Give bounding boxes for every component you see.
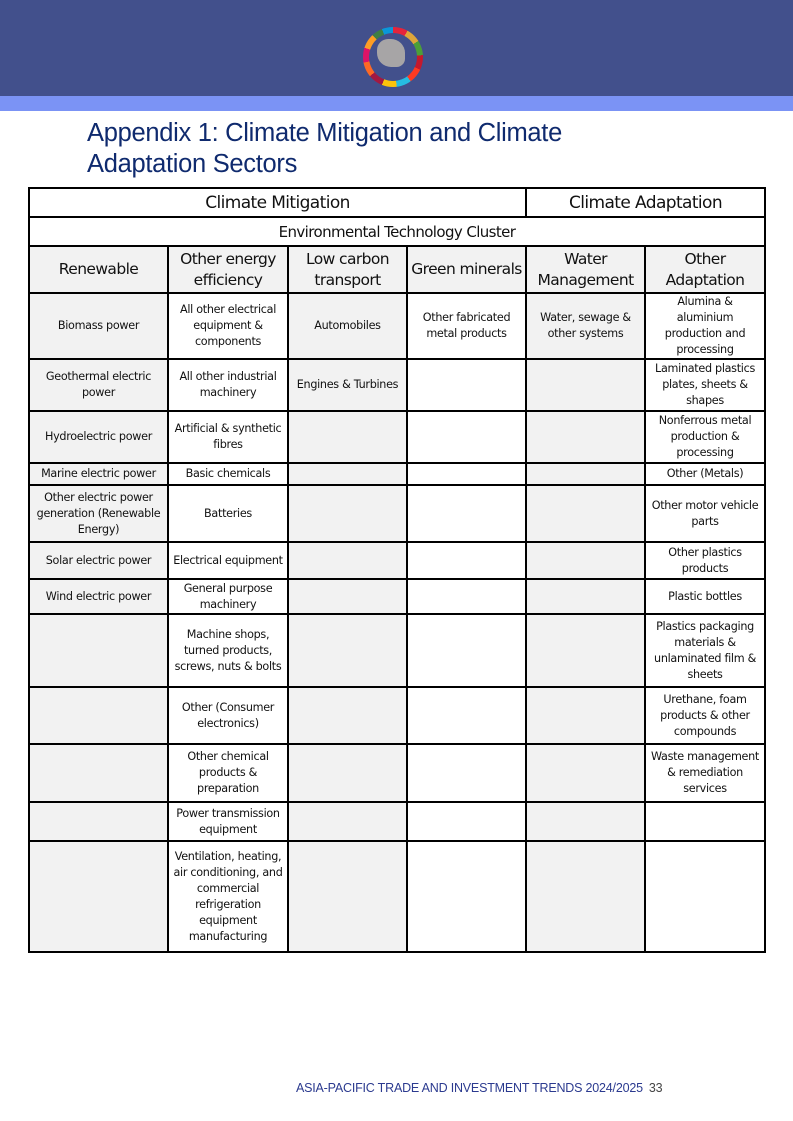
- table-cell: Automobiles: [288, 293, 407, 359]
- table-cell: [288, 411, 407, 463]
- table-cell: Nonferrous metal production & processing: [645, 411, 765, 463]
- table-cell: [526, 579, 645, 614]
- table-cell: Waste management & remediation services: [645, 744, 765, 802]
- table-cell: [407, 579, 526, 614]
- table-cell: Wind electric power: [29, 579, 168, 614]
- table-row: [29, 485, 765, 542]
- group-header-adaptation: Climate Adaptation: [526, 188, 765, 217]
- table-cell: [526, 802, 645, 841]
- table-row: [29, 411, 765, 463]
- table-cell: [288, 841, 407, 952]
- table-cell: [407, 359, 526, 411]
- table-cell: Machine shops, turned products, screws, nuts & bolts: [168, 614, 288, 687]
- table-row: [29, 744, 765, 802]
- table-cell: Other motor vehicle parts: [645, 485, 765, 542]
- column-header: Renewable: [29, 246, 168, 293]
- table-cell: Hydroelectric power: [29, 411, 168, 463]
- table-cell: [526, 359, 645, 411]
- page-title: Appendix 1: Climate Mitigation and Climate Adaptation Sectors: [87, 119, 562, 178]
- table-cell: Other plastics products: [645, 542, 765, 579]
- table-cell: Electrical equipment: [168, 542, 288, 579]
- table-cell: Artificial & synthetic fibres: [168, 411, 288, 463]
- table-cell: [407, 744, 526, 802]
- table-cell: [407, 687, 526, 744]
- table-cell: [526, 687, 645, 744]
- table-cell: Water, sewage & other systems: [526, 293, 645, 359]
- table-cell: [407, 485, 526, 542]
- table-cell: Solar electric power: [29, 542, 168, 579]
- footer: [296, 1081, 662, 1095]
- column-header: Other Adaptation: [645, 246, 765, 293]
- table-cell: [407, 542, 526, 579]
- sectors-table: [28, 187, 766, 953]
- table-cell: Ventilation, heating, air conditioning, and commercial refrigeration equipment manufacturing: [168, 841, 288, 952]
- table-row: [29, 841, 765, 952]
- table-cell: [526, 485, 645, 542]
- table-row: [29, 542, 765, 579]
- table-cell: Other fabricated metal products: [407, 293, 526, 359]
- table-cell: Biomass power: [29, 293, 168, 359]
- table-cell: Other (Consumer electronics): [168, 687, 288, 744]
- table-cell: [29, 802, 168, 841]
- table-cell: Alumina & aluminium production and processing: [645, 293, 765, 359]
- table-cell: Plastic bottles: [645, 579, 765, 614]
- column-header: Green minerals: [407, 246, 526, 293]
- table-cell: [288, 744, 407, 802]
- footer-text: ASIA-PACIFIC TRADE AND INVESTMENT TRENDS 2024/2025: [296, 1081, 643, 1095]
- table-row: [29, 802, 765, 841]
- column-header: Water Management: [526, 246, 645, 293]
- table-cell: [288, 542, 407, 579]
- column-header: Other energy efficiency: [168, 246, 288, 293]
- table-cell: [645, 841, 765, 952]
- table-cell: [526, 614, 645, 687]
- table-cell: Engines & Turbines: [288, 359, 407, 411]
- table-cell: Power transmission equipment: [168, 802, 288, 841]
- table-cell: [407, 411, 526, 463]
- table-cell: [526, 463, 645, 485]
- page-number: 33: [648, 1081, 663, 1095]
- table-row: [29, 614, 765, 687]
- table-cell: [407, 841, 526, 952]
- table-cell: Geothermal electric power: [29, 359, 168, 411]
- table-cell: [288, 579, 407, 614]
- table-cell: Marine electric power: [29, 463, 168, 485]
- table-cell: Urethane, foam products & other compounds: [645, 687, 765, 744]
- table-cell: Basic chemicals: [168, 463, 288, 485]
- table-row: [29, 359, 765, 411]
- header-stripe: [0, 96, 793, 111]
- table-cell: [526, 744, 645, 802]
- table-cell: [29, 687, 168, 744]
- table-cell: All other industrial machinery: [168, 359, 288, 411]
- table-cell: All other electrical equipment & components: [168, 293, 288, 359]
- table-cell: [288, 463, 407, 485]
- table-cell: Other (Metals): [645, 463, 765, 485]
- table-row: [29, 293, 765, 359]
- table-cell: [288, 614, 407, 687]
- table-cell: Batteries: [168, 485, 288, 542]
- table-cell: [526, 542, 645, 579]
- table-cell: [29, 744, 168, 802]
- table-cell: [407, 614, 526, 687]
- table-row: [29, 579, 765, 614]
- table-cell: Other electric power generation (Renewable Energy): [29, 485, 168, 542]
- table-cell: Plastics packaging materials & unlaminated film & sheets: [645, 614, 765, 687]
- table-cell: [407, 802, 526, 841]
- table-cell: Laminated plastics plates, sheets & shapes: [645, 359, 765, 411]
- table-cell: [29, 614, 168, 687]
- logo-icon: [363, 27, 423, 87]
- table-cell: [288, 687, 407, 744]
- group-header-mitigation: Climate Mitigation: [29, 188, 526, 217]
- table-cell: [288, 802, 407, 841]
- table-cell: [407, 463, 526, 485]
- table-row: [29, 687, 765, 744]
- table-cell: [526, 841, 645, 952]
- table-cell: Other chemical products & preparation: [168, 744, 288, 802]
- cluster-header: Environmental Technology Cluster: [29, 217, 765, 246]
- table-cell: [29, 841, 168, 952]
- table-row: [29, 463, 765, 485]
- column-header: Low carbon transport: [288, 246, 407, 293]
- table-cell: General purpose machinery: [168, 579, 288, 614]
- table-cell: [526, 411, 645, 463]
- table-cell: [645, 802, 765, 841]
- table-cell: [288, 485, 407, 542]
